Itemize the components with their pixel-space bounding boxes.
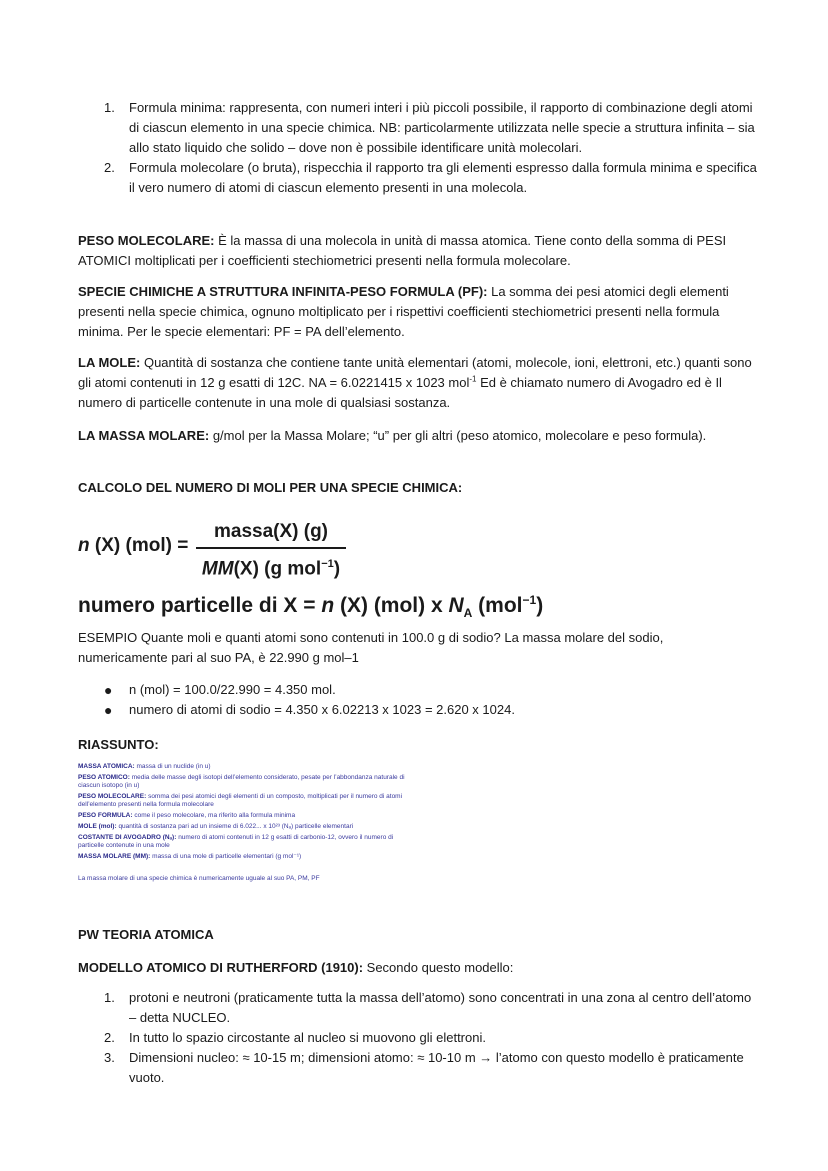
section-heading: CALCOLO DEL NUMERO DI MOLI PER UNA SPECIE CHIMICA: [78, 480, 463, 495]
list-text: In tutto lo spazio circostante al nucleo si muovono gli elettroni. [129, 1030, 486, 1045]
list-text: Formula minima: rappresenta, con numeri interi i più piccoli possibile, il rapporto di combinazione degli atomi di ciascun elemento in una specie chimica. NB: particolarmente utilizzata nelle specie a struttura infinita – sia allo stato liquido che solido – dove non è possibile identificare unità molecolari. [129, 100, 755, 155]
formula-fraction [196, 520, 346, 581]
particles-formula: numero particelle di X = n (X) (mol) x $N_A$ (mol$^{-1}$) [78, 593, 544, 621]
summary-row: MASSA MOLARE (MM): massa di una mole di particelle elementari (g mol⁻¹) [78, 853, 302, 860]
peso-molecolare-paragraph [78, 231, 756, 271]
summary-row: PESO MOLECOLARE: somma dei pesi atomici degli elementi di un composto, moltiplicati per il numero di atomi dell’elemento presenti nella formula molecolare [78, 793, 403, 808]
section-heading: PW TEORIA ATOMICA [78, 927, 214, 942]
formula-types-list [78, 98, 758, 198]
esempio-bullets [78, 680, 758, 720]
rutherford-paragraph [78, 958, 756, 978]
paragraph-text: Secondo questo modello: [363, 960, 514, 975]
paragraph-text: È la massa di una molecola in unità di massa atomica. Tiene conto della somma di PESI ATOMICI moltiplicati per i coefficienti stechiometrici presenti nella formula molecolare. [78, 233, 727, 268]
calcolo-heading [78, 478, 756, 498]
list-item [78, 680, 758, 700]
summary-row: MOLE (mol): quantità di sostanza pari ad un insieme di 6.022... x 10²³ (Nₐ) particelle elementari [78, 823, 354, 830]
list-item [78, 1028, 758, 1048]
list-number: 3. [104, 1050, 115, 1065]
section-heading: PESO MOLECOLARE: [78, 233, 215, 248]
mole-paragraph [78, 353, 756, 413]
bullet-text: n (mol) = 100.0/22.990 = 4.350 mol. [129, 682, 336, 697]
paragraph-text: Quantità di sostanza che contiene tante unità elementari (atomi, molecole, ioni, elettroni, etc.) quanti sono gli atomi contenuti in 12 g esatti di 12C. NA = 6.0221415 x 1023 mol [78, 355, 752, 390]
superscript: -1 [469, 374, 477, 384]
list-number: 1. [104, 990, 115, 1005]
list-number: 2. [104, 160, 115, 175]
list-item [78, 158, 758, 198]
bullet-icon: ● [104, 682, 113, 698]
paragraph-text: g/mol per la Massa Molare; “u” per gli altri (peso atomico, molecolare e peso formula). [209, 428, 707, 443]
formula-denominator: MM(X) (g mol$^{-1}$) [201, 558, 341, 580]
massa-molare-paragraph [78, 426, 756, 446]
list-item [78, 98, 758, 158]
rutherford-list [78, 988, 758, 1088]
list-item [78, 700, 758, 720]
peso-formula-paragraph [78, 282, 756, 342]
esempio-paragraph: ESEMPIO Quante moli e quanti atomi sono contenuti in 100.0 g di sodio? La massa molare del sodio, numericamente pari al suo PA, è 22.990 g mol–1 [78, 630, 664, 665]
riassunto-heading [78, 735, 756, 755]
section-heading: LA MASSA MOLARE: [78, 428, 210, 443]
pw-heading [78, 925, 756, 945]
list-number: 2. [104, 1030, 115, 1045]
formula-lhs: n (X) (mol) = [78, 535, 189, 556]
summary-box [78, 763, 408, 883]
section-heading: LA MOLE: [78, 355, 141, 370]
section-heading: RIASSUNTO: [78, 737, 159, 752]
list-text: Formula molecolare (o bruta), rispecchia il rapporto tra gli elementi espresso dalla formula minima e specifica il vero numero di atomi di ciascun elemento presenti in una molecola. [129, 160, 757, 195]
summary-row: COSTANTE DI AVOGADRO (Nₐ): numero di atomi contenuti in 12 g esatti di carbonio-12, ovvero il numero di particelle contenute in una mole [78, 834, 394, 849]
summary-row: PESO ATOMICO: media delle masse degli isotopi dell’elemento considerato, pesate per l’abbondanza naturale di ciascun isotopo (in u) [78, 774, 405, 789]
bullet-icon: ● [104, 702, 113, 718]
list-item [78, 1048, 758, 1088]
paragraph-text: Ed è chiamato numero di Avogadro ed è Il numero di particelle contenute in una mole di qualsiasi sostanza. [78, 375, 722, 410]
summary-row: MASSA ATOMICA: massa di un nuclide (in u) [78, 763, 211, 770]
bullet-text: numero di atomi di sodio = 4.350 x 6.02213 x 1023 = 2.620 x 1024. [129, 702, 515, 717]
section-heading: SPECIE CHIMICHE A STRUTTURA INFINITA-PESO FORMULA (PF): [78, 284, 488, 299]
list-text: protoni e neutroni (praticamente tutta la massa dell’atomo) sono concentrati in una zona al centro dell’atomo – detta NUCLEO. [129, 990, 752, 1025]
summary-row: PESO FORMULA: come il peso molecolare, ma riferito alla formula minima [78, 812, 296, 819]
section-heading: MODELLO ATOMICO DI RUTHERFORD (1910): [78, 960, 364, 975]
paragraph-text: La somma dei pesi atomici degli elementi presenti nella specie chimica, ognuno moltiplicato per i rispettivi coefficienti stechiometrici presenti nella formula minima. Per le specie elementari: PF = PA dell’elemento. [78, 284, 729, 339]
list-text: Dimensioni nucleo: ≈ 10-15 m; dimensioni atomo: ≈ 10-10 m → l’atomo con questo modello è praticamente vuoto. [129, 1050, 744, 1085]
summary-note: La massa molare di una specie chimica è numericamente uguale al suo PA, PM, PF [78, 875, 320, 882]
list-item [78, 988, 758, 1028]
list-number: 1. [104, 100, 115, 115]
formula-numerator: massa(X) (g) [196, 520, 346, 549]
